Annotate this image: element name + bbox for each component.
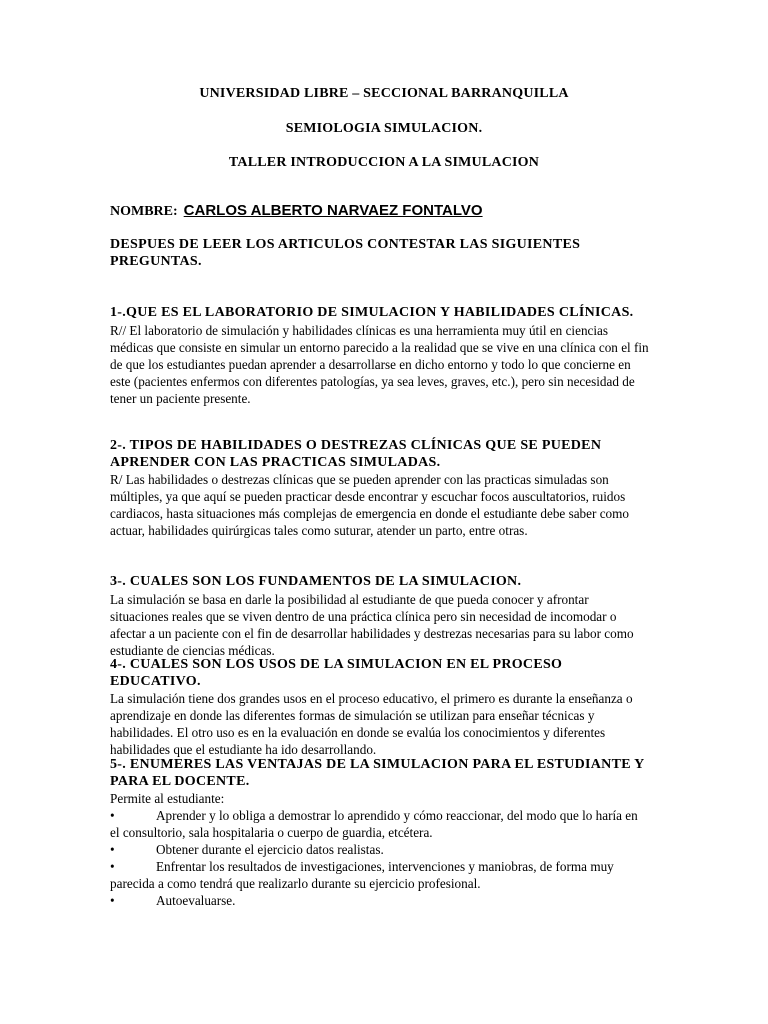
bullet-icon: •	[110, 893, 115, 908]
question-heading: 5-. ENUMERES LAS VENTAJAS DE LA SIMULACION PARA EL ESTUDIANTE Y PARA EL DOCENTE.	[110, 757, 645, 789]
question-answer: R/ Las habilidades o destrezas clínicas que se pueden aprender con las practicas simuladas son múltiples, ya que aquí se pueden practicar desde encontrar y escuchar focos auscultatorios, ruidos cardiacos, hasta situaciones más complejas de emergencia en donde el estudiante debe saber como actuar, habilidades quirúrgicas tales como suturar, atender un parto, entre otras.	[110, 472, 629, 538]
list-item	[110, 858, 650, 892]
student-name-label: NOMBRE:	[110, 204, 178, 219]
list-item-text: Enfrentar los resultados de investigaciones, intervenciones y maniobras, de forma muy parecida a como tendrá que realizarlo durante su ejercicio profesional.	[110, 859, 614, 891]
student-name: CARLOS ALBERTO NARVAEZ FONTALVO	[183, 202, 483, 219]
question-heading: 3-. CUALES SON LOS FUNDAMENTOS DE LA SIMULACION.	[110, 574, 522, 589]
course-title: SEMIOLOGIA SIMULACION.	[285, 121, 483, 136]
bullet-icon: •	[110, 842, 115, 857]
question-heading: 1-.QUE ES EL LABORATORIO DE SIMULACION Y HABILIDADES CLÍNICAS.	[110, 305, 634, 320]
university-title: UNIVERSIDAD LIBRE – SECCIONAL BARRANQUILLA	[199, 86, 569, 101]
student-name-line	[110, 202, 483, 220]
question-answer: R// El laboratorio de simulación y habilidades clínicas es una herramienta muy útil en ciencias médicas que consiste en simular un entorno parecido a la realidad que se vive en una clínica con el fin de que los estudiantes puedan aprender a desarrollarse en dicho entorno y todo lo que concierne en este (pacientes enfermos con diferentes patologías, ya sea leves, graves, etc.), pero sin necesidad de tener un paciente presente.	[110, 322, 649, 406]
question-heading: 2-. TIPOS DE HABILIDADES O DESTREZAS CLÍNICAS QUE SE PUEDEN APRENDER CON LAS PRACTICAS SIMULADAS.	[110, 438, 602, 470]
question-intro: Permite al estudiante:	[110, 791, 225, 806]
workshop-title: TALLER INTRODUCCION A LA SIMULACION	[228, 155, 540, 170]
list-item	[110, 807, 650, 841]
bullet-icon: •	[110, 808, 115, 823]
question-heading: 4-. CUALES SON LOS USOS DE LA SIMULACION EN EL PROCESO EDUCATIVO.	[110, 657, 563, 689]
instructions: DESPUES DE LEER LOS ARTICULOS CONTESTAR LAS SIGUIENTES PREGUNTAS.	[110, 237, 581, 269]
question-3	[110, 574, 650, 659]
bullet-icon: •	[110, 859, 115, 874]
list-item	[110, 841, 650, 858]
question-5	[110, 757, 650, 909]
question-answer: La simulación se basa en darle la posibilidad al estudiante de que pueda conocer y afrontar situaciones reales que se viven dentro de una práctica clínica pero sin necesidad de incomodar o afectar a un paciente con el fin de desarrollar habilidades y destrezas necesarias para su labor como estudiante de ciencias médicas.	[110, 591, 634, 658]
question-2	[110, 438, 650, 539]
list-item	[110, 892, 650, 909]
list-item-text: Obtener durante el ejercicio datos realistas.	[156, 842, 384, 857]
question-answer: La simulación tiene dos grandes usos en el proceso educativo, el primero es durante la enseñanza o aprendizaje en donde las diferentes formas de simulación se utilizan para enseñar técnicas y habilidades. El otro uso es en la evaluación en donde se evalúa los conocimientos y diferentes habilidades que el estudiante ha ido desarrollando.	[110, 691, 633, 757]
list-item-text: Aprender y lo obliga a demostrar lo aprendido y cómo reaccionar, del modo que lo haría en el consultorio, sala hospitalaria o cuerpo de guardia, etcétera.	[110, 808, 638, 840]
list-item-text: Autoevaluarse.	[156, 893, 236, 908]
question-1	[110, 305, 650, 407]
question-4	[110, 657, 650, 758]
